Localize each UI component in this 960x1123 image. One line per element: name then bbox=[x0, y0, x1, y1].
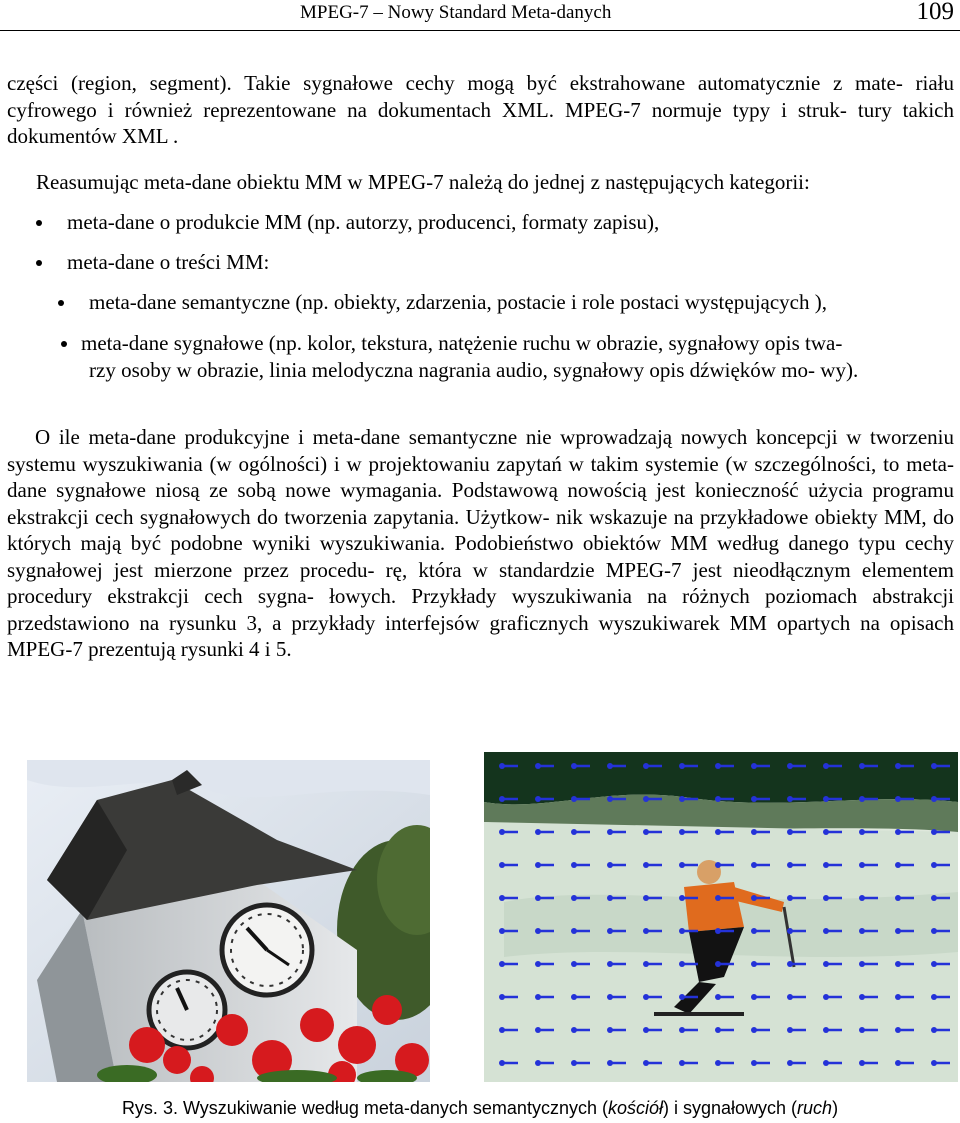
motion-arrow-head-icon bbox=[679, 961, 685, 967]
motion-arrow-head-icon bbox=[499, 1027, 505, 1033]
motion-arrow-head-icon bbox=[499, 994, 505, 1000]
motion-arrow-head-icon bbox=[715, 829, 721, 835]
motion-arrow-head-icon bbox=[535, 994, 541, 1000]
motion-arrow-head-icon bbox=[931, 1060, 937, 1066]
motion-arrow-head-icon bbox=[751, 829, 757, 835]
motion-arrow-head-icon bbox=[607, 928, 613, 934]
motion-arrow-head-icon bbox=[859, 895, 865, 901]
motion-arrow-head-icon bbox=[643, 1027, 649, 1033]
motion-arrow-head-icon bbox=[607, 829, 613, 835]
caption-prefix: Rys. 3. Wyszukiwanie według meta-danych semantycznych ( bbox=[121, 1098, 608, 1118]
motion-arrow-head-icon bbox=[751, 1060, 757, 1066]
list-item-label bbox=[81, 330, 955, 383]
motion-arrow-head-icon bbox=[571, 763, 577, 769]
motion-arrow-head-icon bbox=[607, 895, 613, 901]
motion-arrow-head-icon bbox=[751, 763, 757, 769]
motion-arrow-head-icon bbox=[787, 763, 793, 769]
motion-arrow-head-icon bbox=[823, 862, 829, 868]
motion-arrow-head-icon bbox=[787, 1027, 793, 1033]
motion-arrow-head-icon bbox=[643, 862, 649, 868]
motion-arrow-head-icon bbox=[859, 796, 865, 802]
motion-arrow-head-icon bbox=[535, 796, 541, 802]
motion-arrow-head-icon bbox=[679, 1060, 685, 1066]
motion-arrow-head-icon bbox=[859, 763, 865, 769]
motion-arrow-head-icon bbox=[571, 1060, 577, 1066]
motion-arrow-head-icon bbox=[607, 961, 613, 967]
motion-arrow-head-icon bbox=[895, 1027, 901, 1033]
motion-arrow-head-icon bbox=[895, 862, 901, 868]
motion-arrow-head-icon bbox=[499, 895, 505, 901]
motion-arrow-head-icon bbox=[787, 862, 793, 868]
motion-arrow-head-icon bbox=[535, 763, 541, 769]
motion-arrow-head-icon bbox=[499, 1060, 505, 1066]
motion-arrow-head-icon bbox=[715, 796, 721, 802]
motion-arrow-head-icon bbox=[895, 994, 901, 1000]
motion-arrow-head-icon bbox=[643, 928, 649, 934]
motion-arrow-head-icon bbox=[643, 895, 649, 901]
motion-arrow-head-icon bbox=[607, 763, 613, 769]
motion-arrow-head-icon bbox=[751, 994, 757, 1000]
motion-arrow-head-icon bbox=[715, 961, 721, 967]
motion-arrow-head-icon bbox=[715, 895, 721, 901]
motion-arrow-head-icon bbox=[679, 796, 685, 802]
motion-arrow-head-icon bbox=[787, 961, 793, 967]
caption-suffix: ) bbox=[832, 1098, 839, 1118]
motion-arrow-head-icon bbox=[931, 862, 937, 868]
motion-arrow-head-icon bbox=[499, 928, 505, 934]
motion-arrow-head-icon bbox=[859, 994, 865, 1000]
caption-term-church: kościół bbox=[607, 1098, 663, 1118]
motion-arrow-head-icon bbox=[859, 928, 865, 934]
motion-arrow-head-icon bbox=[715, 1027, 721, 1033]
motion-arrow-head-icon bbox=[859, 1060, 865, 1066]
motion-arrow-head-icon bbox=[823, 1060, 829, 1066]
motion-arrow-head-icon bbox=[679, 895, 685, 901]
motion-arrow-head-icon bbox=[679, 1027, 685, 1033]
motion-arrow-head-icon bbox=[787, 829, 793, 835]
motion-arrow-head-icon bbox=[895, 928, 901, 934]
motion-arrow-head-icon bbox=[823, 829, 829, 835]
motion-arrow-head-icon bbox=[823, 763, 829, 769]
motion-arrow-head-icon bbox=[607, 994, 613, 1000]
motion-arrow-head-icon bbox=[499, 961, 505, 967]
clock-icon bbox=[222, 905, 312, 995]
paragraph-discussion: O ile meta-dane produkcyjne i meta-dane semantyczne nie wprowadzają nowych koncepcji w tworzeniu systemu wyszukiwania (w ogólności) i w projektowaniu zapytań w takim systemie (w szczególności, to meta-dane sygnałowe niosą ze sobą nowe wymagania. Podstawową nowością jest konieczność użycia programu ekstrakcji cech sygnałowych do tworzenia zapytania. Użytkow- nik wskazuje na przykładowe obiekty MM, do których mają być podobne wyniki wyszukiwania. Podobieństwo obiektów MM według danego typu cechy sygnałowej jest mierzone przez procedu- rę, która w standardzie MPEG-7 jest nieodłącznym elementem procedury ekstrakcji cech sygna- łowych. Przykłady wyszukiwania na różnych poziomach abstrakcji przedstawiono na rysunku 3, a przykłady interfejsów graficznych wyszukiwarek MM opartych na opisach MPEG-7 prezentują rysunki 4 i 5. bbox=[7, 425, 954, 661]
motion-arrow-head-icon bbox=[931, 829, 937, 835]
motion-arrow-head-icon bbox=[823, 1027, 829, 1033]
motion-arrow-head-icon bbox=[859, 1027, 865, 1033]
paragraph-intro: części (region, segment). Takie sygnałowe cechy mogą być ekstrahowane automatycznie z mate- riału cyfrowego i również reprezentowane na dokumentach XML. MPEG-7 normuje typy i struk- tury takich dokumentów XML . bbox=[7, 71, 954, 148]
motion-arrow-head-icon bbox=[715, 928, 721, 934]
motion-arrow-head-icon bbox=[895, 796, 901, 802]
caption-middle: ) i sygnałowych ( bbox=[663, 1098, 798, 1118]
motion-arrow-head-icon bbox=[643, 796, 649, 802]
motion-arrow-head-icon bbox=[535, 1060, 541, 1066]
motion-arrow-head-icon bbox=[571, 961, 577, 967]
motion-arrow-head-icon bbox=[499, 862, 505, 868]
motion-arrow-head-icon bbox=[751, 1027, 757, 1033]
list-item-continuation: rzy osoby w obrazie, linia melodyczna nagrania audio, sygnałowy opis dźwięków mo- wy). bbox=[89, 357, 859, 382]
motion-arrow-head-icon bbox=[895, 763, 901, 769]
motion-arrow-head-icon bbox=[571, 829, 577, 835]
motion-arrow-head-icon bbox=[751, 796, 757, 802]
skier-motion-photo bbox=[484, 752, 958, 1082]
motion-arrow-head-icon bbox=[787, 928, 793, 934]
motion-arrow-head-icon bbox=[571, 796, 577, 802]
motion-arrow-head-icon bbox=[571, 862, 577, 868]
motion-arrow-head-icon bbox=[895, 961, 901, 967]
motion-arrow-head-icon bbox=[535, 862, 541, 868]
motion-arrow-head-icon bbox=[535, 961, 541, 967]
page-number: 109 bbox=[916, 0, 954, 25]
motion-arrow-head-icon bbox=[823, 796, 829, 802]
motion-arrow-head-icon bbox=[931, 928, 937, 934]
motion-arrow-head-icon bbox=[607, 1060, 613, 1066]
motion-arrow-head-icon bbox=[787, 796, 793, 802]
motion-arrow-head-icon bbox=[571, 895, 577, 901]
motion-arrow-head-icon bbox=[535, 1027, 541, 1033]
motion-arrow-head-icon bbox=[859, 961, 865, 967]
bullet-dot-icon bbox=[58, 300, 64, 306]
motion-arrow-head-icon bbox=[823, 928, 829, 934]
motion-arrow-head-icon bbox=[895, 829, 901, 835]
motion-arrow-head-icon bbox=[751, 928, 757, 934]
motion-arrow-head-icon bbox=[715, 994, 721, 1000]
motion-arrow-head-icon bbox=[499, 829, 505, 835]
motion-arrow-head-icon bbox=[859, 829, 865, 835]
motion-arrow-head-icon bbox=[787, 1060, 793, 1066]
list-item-label: meta-dane semantyczne (np. obiekty, zdarzenia, postacie i role postaci występujących ), bbox=[89, 290, 827, 314]
motion-arrow-head-icon bbox=[931, 994, 937, 1000]
motion-arrow-head-icon bbox=[931, 796, 937, 802]
motion-arrow-head-icon bbox=[679, 928, 685, 934]
motion-arrow-head-icon bbox=[715, 763, 721, 769]
motion-arrow-head-icon bbox=[679, 862, 685, 868]
bullet-dot-icon bbox=[61, 341, 67, 347]
motion-arrow-head-icon bbox=[643, 961, 649, 967]
motion-arrow-head-icon bbox=[679, 763, 685, 769]
motion-arrow-head-icon bbox=[931, 895, 937, 901]
church-clock-photo bbox=[27, 760, 430, 1082]
motion-arrow-head-icon bbox=[571, 1027, 577, 1033]
motion-arrow-head-icon bbox=[823, 895, 829, 901]
paragraph-summary: Reasumując meta-dane obiektu MM w MPEG-7 należą do jednej z następujących kategorii: bbox=[36, 170, 810, 194]
motion-arrow-head-icon bbox=[931, 763, 937, 769]
motion-arrow-head-icon bbox=[643, 829, 649, 835]
list-item-line: meta-dane sygnałowe (np. kolor, tekstura, natężenie ruchu w obrazie, sygnałowy opis twa- bbox=[81, 331, 843, 355]
motion-arrow-head-icon bbox=[535, 895, 541, 901]
motion-arrow-head-icon bbox=[679, 994, 685, 1000]
running-title: MPEG-7 – Nowy Standard Meta-danych bbox=[300, 2, 612, 23]
motion-arrow-head-icon bbox=[787, 895, 793, 901]
motion-arrow-head-icon bbox=[931, 1027, 937, 1033]
motion-arrow-head-icon bbox=[931, 961, 937, 967]
motion-arrow-head-icon bbox=[571, 928, 577, 934]
motion-arrow-head-icon bbox=[823, 961, 829, 967]
motion-arrow-head-icon bbox=[751, 895, 757, 901]
motion-arrow-head-icon bbox=[499, 796, 505, 802]
figure-caption bbox=[0, 1098, 960, 1119]
motion-arrow-head-icon bbox=[787, 994, 793, 1000]
motion-arrow-head-icon bbox=[535, 829, 541, 835]
caption-term-motion: ruch bbox=[797, 1098, 833, 1118]
motion-arrow-head-icon bbox=[715, 862, 721, 868]
motion-arrow-head-icon bbox=[499, 763, 505, 769]
motion-arrow-head-icon bbox=[751, 961, 757, 967]
bullet-dot-icon bbox=[36, 220, 42, 226]
motion-arrow-head-icon bbox=[607, 796, 613, 802]
page-header bbox=[0, 0, 960, 31]
motion-arrow-head-icon bbox=[895, 895, 901, 901]
motion-arrow-head-icon bbox=[895, 1060, 901, 1066]
motion-arrow-head-icon bbox=[643, 763, 649, 769]
motion-arrow-head-icon bbox=[823, 994, 829, 1000]
motion-arrow-head-icon bbox=[679, 829, 685, 835]
motion-arrow-head-icon bbox=[607, 862, 613, 868]
motion-arrow-head-icon bbox=[859, 862, 865, 868]
motion-arrow-head-icon bbox=[643, 1060, 649, 1066]
motion-arrow-head-icon bbox=[571, 994, 577, 1000]
motion-arrow-head-icon bbox=[751, 862, 757, 868]
motion-arrow-head-icon bbox=[607, 1027, 613, 1033]
motion-arrow-head-icon bbox=[535, 928, 541, 934]
motion-arrow-head-icon bbox=[643, 994, 649, 1000]
list-item-label: meta-dane o produkcie MM (np. autorzy, producenci, formaty zapisu), bbox=[67, 210, 660, 234]
motion-arrow-head-icon bbox=[715, 1060, 721, 1066]
bullet-dot-icon bbox=[36, 260, 42, 266]
list-item-label: meta-dane o treści MM: bbox=[67, 250, 270, 274]
